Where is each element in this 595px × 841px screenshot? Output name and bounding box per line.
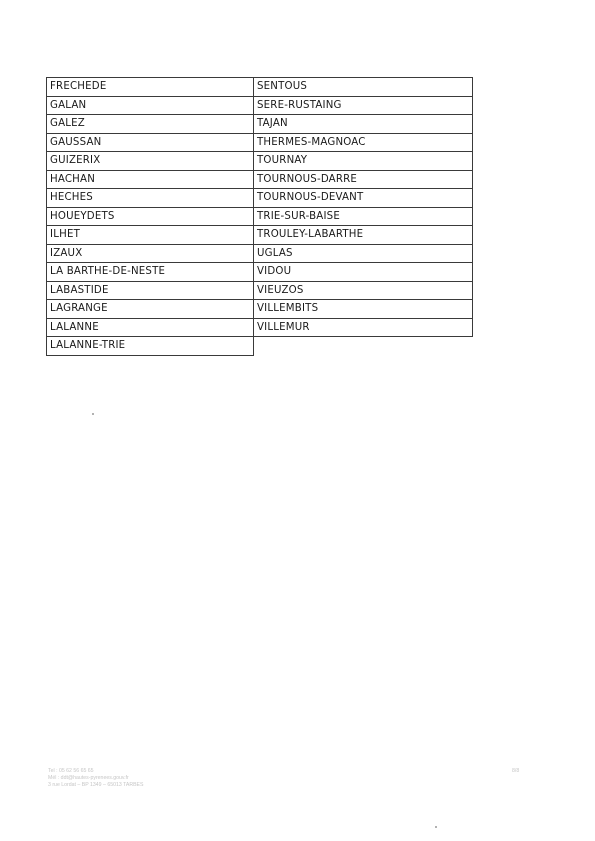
commune-cell: LAGRANGE xyxy=(46,299,254,319)
commune-cell: GALEZ xyxy=(46,114,254,134)
commune-cell: THERMES-MAGNOAC xyxy=(254,133,473,153)
commune-cell: SERE-RUSTAING xyxy=(254,96,473,116)
commune-cell: TOURNOUS-DARRE xyxy=(254,170,473,190)
commune-cell: LALANNE-TRIE xyxy=(46,336,254,356)
commune-cell: GALAN xyxy=(46,96,254,116)
footer-email: Mél : ddt@hautes-pyrenees.gouv.fr xyxy=(48,775,129,782)
commune-cell: SENTOUS xyxy=(254,77,473,97)
commune-cell: VIDOU xyxy=(254,262,473,282)
commune-cell: LA BARTHE-DE-NESTE xyxy=(46,262,254,282)
commune-cell: HACHAN xyxy=(46,170,254,190)
commune-cell: VILLEMUR xyxy=(254,318,473,338)
scan-speck xyxy=(92,413,94,415)
commune-cell: FRECHEDE xyxy=(46,77,254,97)
commune-cell: UGLAS xyxy=(254,244,473,264)
commune-cell: IZAUX xyxy=(46,244,254,264)
commune-cell: ILHET xyxy=(46,225,254,245)
commune-cell: TAJAN xyxy=(254,114,473,134)
commune-column-right xyxy=(254,77,473,337)
footer-address: 3 rue Lordat – BP 1349 – 65013 TARBES xyxy=(48,782,144,789)
commune-cell: GAUSSAN xyxy=(46,133,254,153)
commune-cell: HOUEYDETS xyxy=(46,207,254,227)
commune-cell: TOURNOUS-DEVANT xyxy=(254,188,473,208)
commune-cell: TROULEY-LABARTHE xyxy=(254,225,473,245)
commune-cell: TOURNAY xyxy=(254,151,473,171)
commune-cell: VIEUZOS xyxy=(254,281,473,301)
footer-phone: Tel : 05 62 56 65 65 xyxy=(48,768,94,774)
commune-cell: VILLEMBITS xyxy=(254,299,473,319)
scan-speck xyxy=(435,826,437,828)
page-footer xyxy=(48,768,143,790)
commune-cell: LABASTIDE xyxy=(46,281,254,301)
commune-cell: GUIZERIX xyxy=(46,151,254,171)
commune-cell: HECHES xyxy=(46,188,254,208)
commune-cell: LALANNE xyxy=(46,318,254,338)
page-number: 8/8 xyxy=(512,768,520,774)
commune-column-left xyxy=(46,77,254,356)
commune-cell: TRIE-SUR-BAISE xyxy=(254,207,473,227)
